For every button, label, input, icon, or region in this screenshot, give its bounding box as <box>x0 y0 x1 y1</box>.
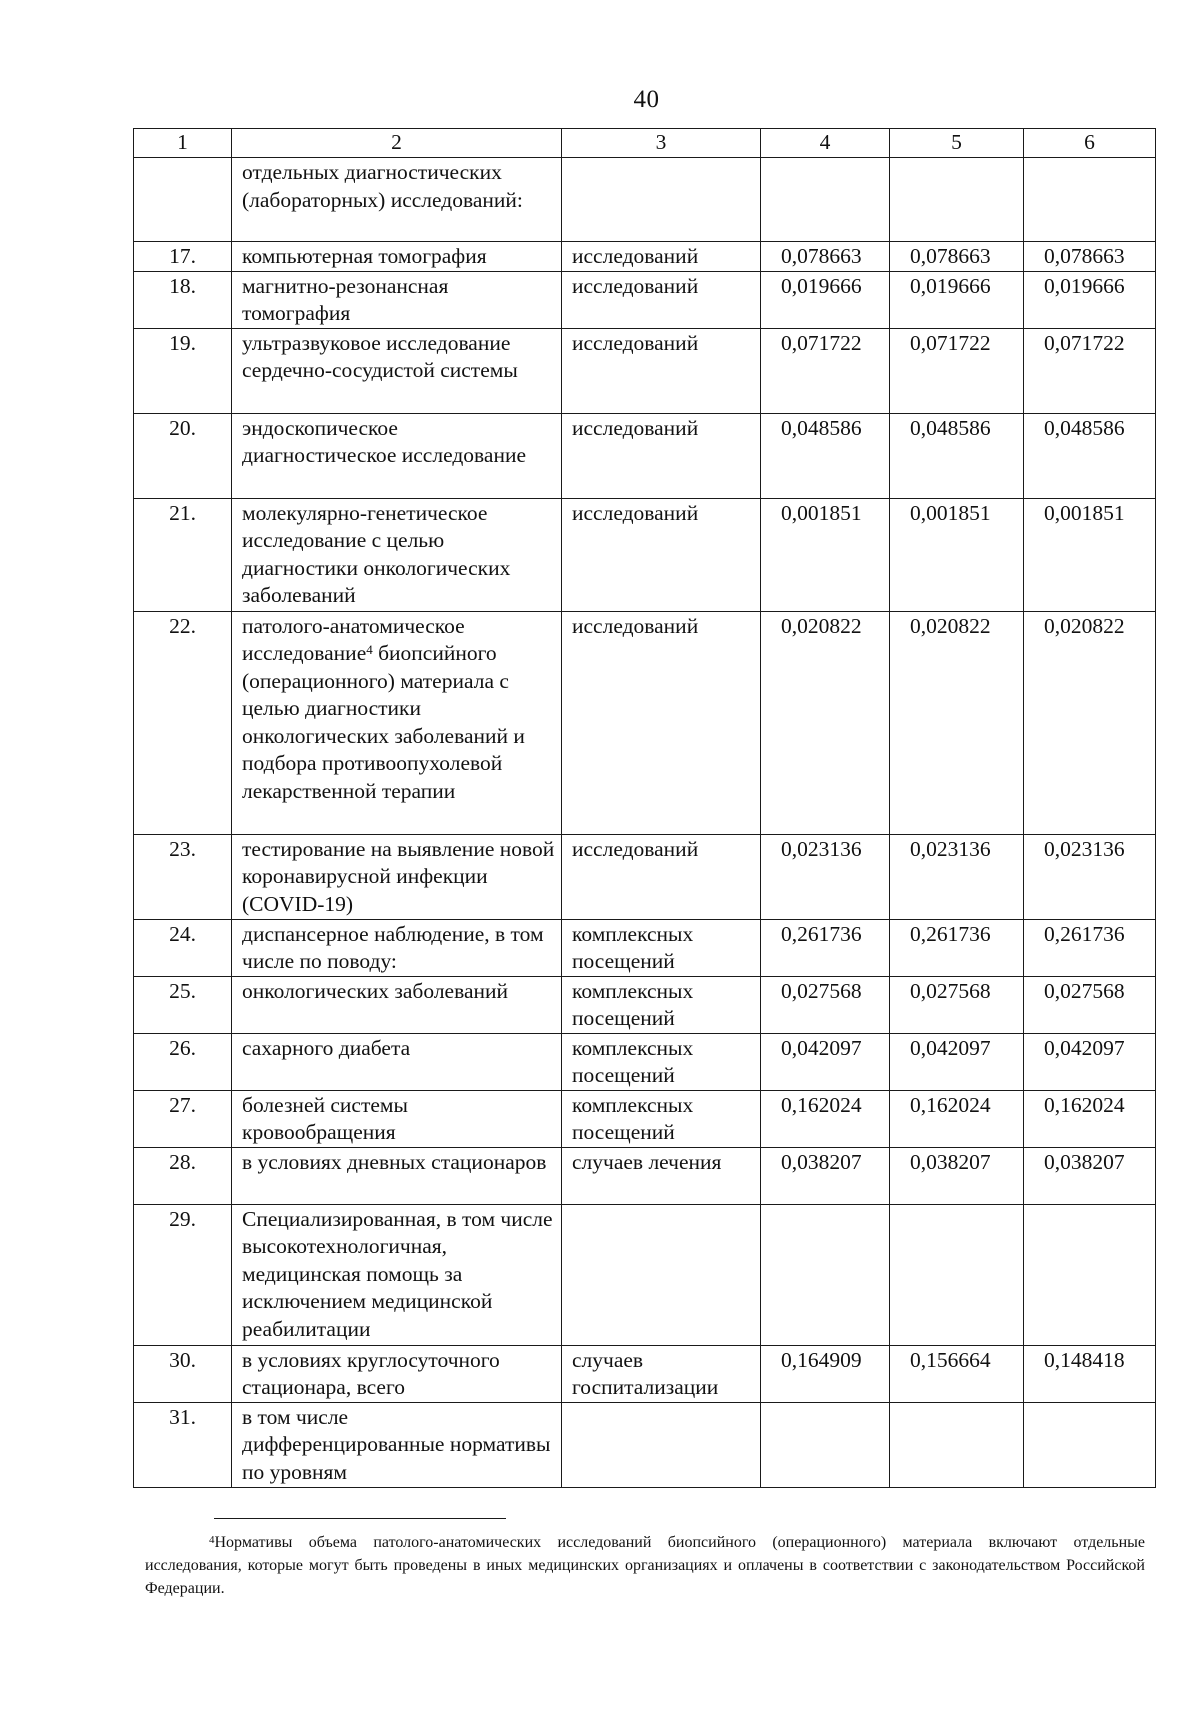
row-value-5: 0,071722 <box>890 328 1024 413</box>
row-value-4: 0,071722 <box>761 328 890 413</box>
row-value-6 <box>1024 1204 1156 1345</box>
row-value-6: 0,023136 <box>1024 834 1156 919</box>
table-row <box>134 271 1156 328</box>
row-unit: комплексных посещений <box>562 1033 761 1090</box>
row-unit: комплексных посещений <box>562 1090 761 1147</box>
row-name <box>232 611 562 834</box>
row-value-5 <box>890 1402 1024 1487</box>
header-cell: 4 <box>761 129 890 158</box>
row-name: в том числе дифференцированные нормативы по уровням <box>232 1402 562 1487</box>
row-value-6 <box>1024 158 1156 242</box>
row-number: 28. <box>134 1147 232 1204</box>
row-number: 25. <box>134 976 232 1033</box>
row-value-4: 0,019666 <box>761 271 890 328</box>
row-name: магнитно-резонансная томография <box>232 271 562 328</box>
row-name: эндоскопическое диагностическое исследование <box>232 413 562 498</box>
row-number: 19. <box>134 328 232 413</box>
row-value-4: 0,038207 <box>761 1147 890 1204</box>
row-value-4 <box>761 1204 890 1345</box>
row-unit: исследований <box>562 413 761 498</box>
row-name: тестирование на выявление новой коронавирусной инфекции (COVID-19) <box>232 834 562 919</box>
row-value-6: 0,261736 <box>1024 919 1156 976</box>
row-name: в условиях дневных стационаров <box>232 1147 562 1204</box>
row-value-5 <box>890 1204 1024 1345</box>
row-unit: исследований <box>562 834 761 919</box>
row-name: Специализированная, в том числе высокотехнологичная, медицинская помощь за исключением медицинской реабилитации <box>232 1204 562 1345</box>
row-value-4: 0,048586 <box>761 413 890 498</box>
row-value-5: 0,042097 <box>890 1033 1024 1090</box>
row-value-5: 0,078663 <box>890 242 1024 272</box>
row-unit: случаев госпитализации <box>562 1345 761 1402</box>
row-value-5: 0,019666 <box>890 271 1024 328</box>
table-row <box>134 413 1156 498</box>
header-cell: 1 <box>134 129 232 158</box>
header-cell: 6 <box>1024 129 1156 158</box>
table-row <box>134 976 1156 1033</box>
row-value-5: 0,156664 <box>890 1345 1024 1402</box>
row-unit <box>562 1204 761 1345</box>
row-number: 17. <box>134 242 232 272</box>
row-value-6: 0,019666 <box>1024 271 1156 328</box>
header-cell: 5 <box>890 129 1024 158</box>
table-row <box>134 328 1156 413</box>
row-value-4: 0,027568 <box>761 976 890 1033</box>
row-unit: исследований <box>562 498 761 611</box>
row-value-5: 0,020822 <box>890 611 1024 834</box>
table-row <box>134 498 1156 611</box>
row-number: 26. <box>134 1033 232 1090</box>
row-number: 23. <box>134 834 232 919</box>
table-row <box>134 919 1156 976</box>
row-value-6: 0,078663 <box>1024 242 1156 272</box>
row-value-5: 0,048586 <box>890 413 1024 498</box>
row-value-6: 0,162024 <box>1024 1090 1156 1147</box>
row-number: 22. <box>134 611 232 834</box>
row-value-6: 0,027568 <box>1024 976 1156 1033</box>
row-value-6: 0,001851 <box>1024 498 1156 611</box>
row-name: отдельных диагностических (лабораторных) исследований: <box>232 158 562 242</box>
table-row <box>134 242 1156 272</box>
table-header-row <box>134 129 1156 158</box>
table-row <box>134 1345 1156 1402</box>
row-number <box>134 158 232 242</box>
page-number: 40 <box>633 86 660 113</box>
row-value-5: 0,023136 <box>890 834 1024 919</box>
row-name-text-tail: биопсийного (операционного) материала с целью диагностики онкологических заболеваний и подбора противоопухолевой лекарственной терапии <box>242 641 525 803</box>
row-unit: исследований <box>562 271 761 328</box>
row-name: в условиях круглосуточного стационара, всего <box>232 1345 562 1402</box>
row-number: 20. <box>134 413 232 498</box>
row-number: 24. <box>134 919 232 976</box>
row-number: 30. <box>134 1345 232 1402</box>
row-value-5 <box>890 158 1024 242</box>
row-value-6: 0,071722 <box>1024 328 1156 413</box>
row-value-6: 0,148418 <box>1024 1345 1156 1402</box>
row-value-4 <box>761 158 890 242</box>
row-value-4: 0,078663 <box>761 242 890 272</box>
table-row <box>134 1402 1156 1487</box>
norms-table <box>133 128 1156 1488</box>
table-row <box>134 1147 1156 1204</box>
row-value-4: 0,261736 <box>761 919 890 976</box>
row-name: сахарного диабета <box>232 1033 562 1090</box>
header-cell: 3 <box>562 129 761 158</box>
footnote <box>145 1531 1145 1600</box>
row-number: 18. <box>134 271 232 328</box>
row-number: 31. <box>134 1402 232 1487</box>
table-row <box>134 1033 1156 1090</box>
row-unit <box>562 158 761 242</box>
row-name: ультразвуковое исследование сердечно-сосудистой системы <box>232 328 562 413</box>
row-name-text: патолого-анатомическое исследование <box>242 613 465 665</box>
row-unit: комплексных посещений <box>562 976 761 1033</box>
row-number: 27. <box>134 1090 232 1147</box>
row-unit: исследований <box>562 328 761 413</box>
row-number: 29. <box>134 1204 232 1345</box>
row-value-5: 0,162024 <box>890 1090 1024 1147</box>
row-value-4: 0,164909 <box>761 1345 890 1402</box>
row-name: диспансерное наблюдение, в том числе по поводу: <box>232 919 562 976</box>
row-value-6: 0,048586 <box>1024 413 1156 498</box>
footnote-ref: 4 <box>366 642 373 657</box>
row-value-6: 0,042097 <box>1024 1033 1156 1090</box>
table-row <box>134 158 1156 242</box>
row-value-4: 0,042097 <box>761 1033 890 1090</box>
row-unit: исследований <box>562 611 761 834</box>
row-value-5: 0,038207 <box>890 1147 1024 1204</box>
row-unit: исследований <box>562 242 761 272</box>
row-name: онкологических заболеваний <box>232 976 562 1033</box>
row-name: компьютерная томография <box>232 242 562 272</box>
footnote-divider <box>214 1518 506 1519</box>
row-unit: случаев лечения <box>562 1147 761 1204</box>
row-value-4: 0,162024 <box>761 1090 890 1147</box>
footnote-marker: 4 <box>209 1534 215 1546</box>
row-value-6 <box>1024 1402 1156 1487</box>
row-value-4 <box>761 1402 890 1487</box>
footnote-text: Нормативы объема патолого-анатомических исследований биопсийного (операционного) материала включают отдельные исследования, которые могут быть проведены в иных медицинских организациях и оплачены в соответствии с законодательством Российской Федерации. <box>145 1534 1145 1597</box>
row-value-6: 0,038207 <box>1024 1147 1156 1204</box>
row-value-6: 0,020822 <box>1024 611 1156 834</box>
row-unit <box>562 1402 761 1487</box>
table-row <box>134 1090 1156 1147</box>
row-value-4: 0,001851 <box>761 498 890 611</box>
row-name: молекулярно-генетическое исследование с целью диагностики онкологических заболеваний <box>232 498 562 611</box>
row-value-5: 0,001851 <box>890 498 1024 611</box>
row-unit: комплексных посещений <box>562 919 761 976</box>
row-value-5: 0,027568 <box>890 976 1024 1033</box>
row-value-5: 0,261736 <box>890 919 1024 976</box>
header-cell: 2 <box>232 129 562 158</box>
row-number: 21. <box>134 498 232 611</box>
row-name: болезней системы кровообращения <box>232 1090 562 1147</box>
table-row <box>134 611 1156 834</box>
table-row <box>134 1204 1156 1345</box>
row-value-4: 0,020822 <box>761 611 890 834</box>
row-value-4: 0,023136 <box>761 834 890 919</box>
table-row <box>134 834 1156 919</box>
